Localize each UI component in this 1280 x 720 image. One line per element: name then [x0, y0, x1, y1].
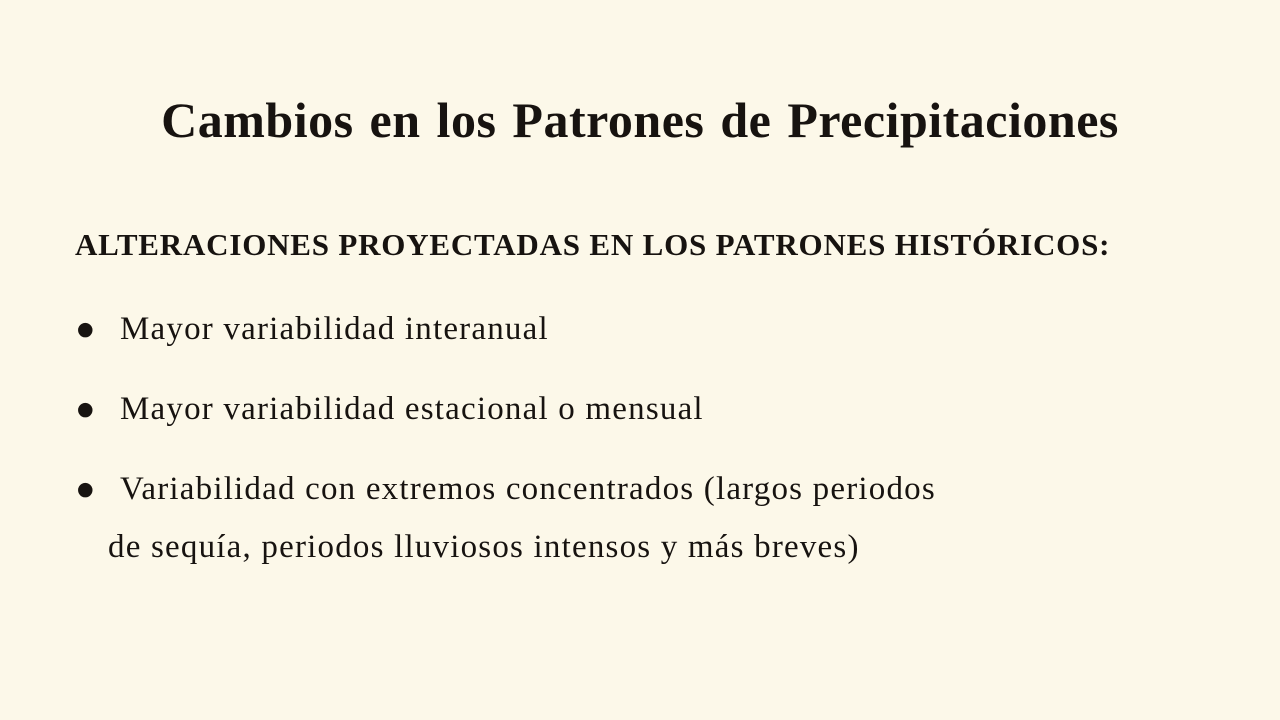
bullet-item: [75, 380, 1205, 438]
bullet-item: [75, 300, 1205, 358]
section-heading: ALTERACIONES PROYECTADAS EN LOS PATRONES HISTÓRICOS:: [75, 227, 1111, 262]
slide-body: [75, 228, 1205, 598]
bullet-list: [75, 300, 1205, 576]
bullet-text: Variabilidad con extremos concentrados (largos periodos: [120, 471, 936, 508]
bullet-dot-icon: ●: [77, 318, 95, 341]
bullet-dot-icon: ●: [77, 398, 95, 421]
bullet-dot-icon: ●: [77, 478, 95, 501]
bullet-text-wrapped-line: de sequía, periodos lluviosos intensos y más breves): [108, 529, 860, 566]
bullet-text: Mayor variabilidad interanual: [120, 311, 549, 348]
bullet-text: Mayor variabilidad estacional o mensual: [120, 391, 704, 428]
bullet-item: [75, 460, 1205, 576]
slide-title: Cambios en los Patrones de Precipitaciones: [161, 91, 1119, 148]
